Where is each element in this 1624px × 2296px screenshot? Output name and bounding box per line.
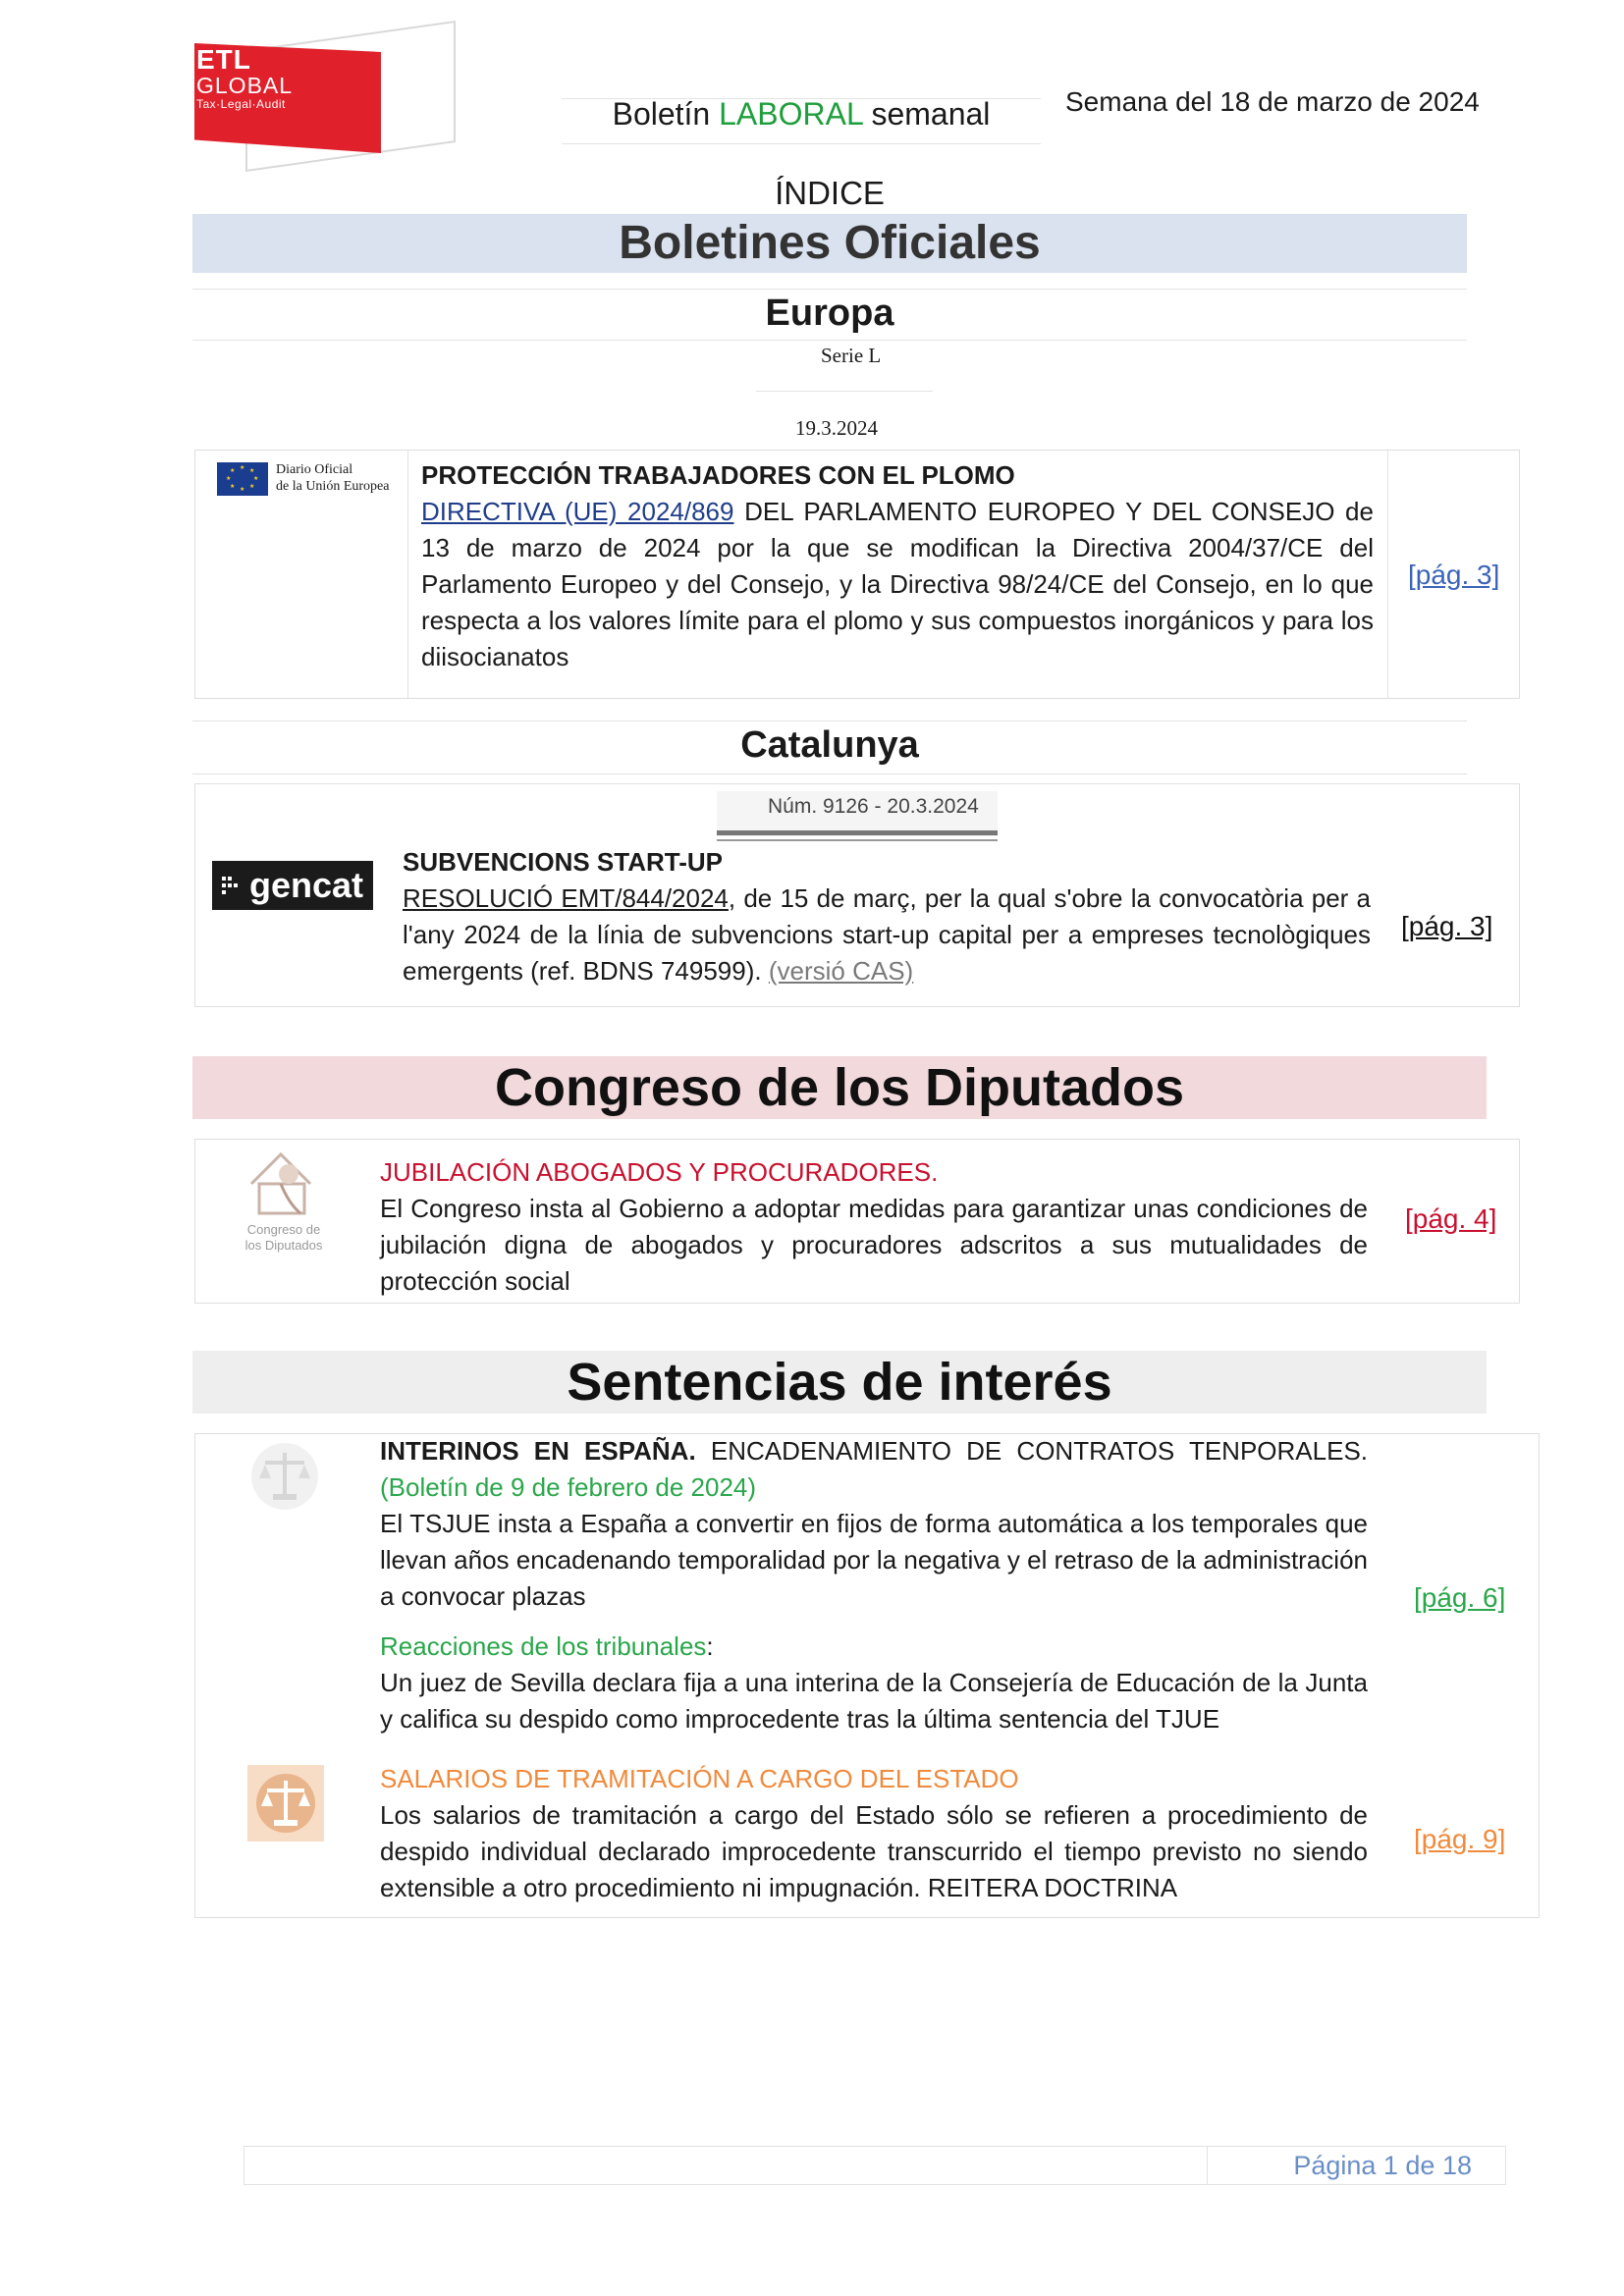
week-label: Semana del 18 de marzo de 2024 [1065,86,1480,117]
europa-date: 19.3.2024 [795,416,878,440]
europa-page-link[interactable]: [pág. 3] [1408,560,1500,590]
index-heading: ÍNDICE [775,175,885,211]
salarios-title: SALARIOS DE TRAMITACIÓN A CARGO DEL ESTADO [380,1764,1019,1793]
page-number: Página 1 de 18 [1293,2151,1472,2180]
section-congreso: Congreso de los Diputados [192,1056,1487,1119]
resolucio-link[interactable]: RESOLUCIÓ EMT/844/2024 [403,883,729,913]
page-footer [244,2146,1506,2185]
logo-etl-text: ETL [196,44,251,75]
europa-entry-title: PROTECCIÓN TRABAJADORES CON EL PLOMO [421,460,1015,490]
congreso-entry-title: JUBILACIÓN ABOGADOS Y PROCURADORES. [380,1157,939,1187]
interinos-text: El TSJUE insta a España a convertir en fijos de forma automática a los temporales que llevan años encadenando temporalidad por la negativa y el retraso de la administración a convocar plazas [380,1509,1368,1611]
salarios-page-link[interactable]: [pág. 9] [1414,1824,1506,1854]
scales-justice-icon [247,1439,322,1514]
reacciones-text: Un juez de Sevilla declara fija a una interina de la Consejería de Educación de la Junta y califica su despido como improcedente tras la última sentencia del TJUE [380,1668,1368,1734]
interinos-entry: INTERINOS EN ESPAÑA. ENCADENAMIENTO DE CONTRATOS TENPORALES. (Boletín de 9 de febrero de 2024) El TSJUE insta a España a convertir en fijos de forma automática a los temporales que llevan años encadenando temporalidad por la negativa y el retraso de la administración a convocar plazas Reacciones de los tribunales: Un juez de Sevilla declara fija a una interina de la Consejería de Educación de la Junta y califica su despido como improcedente tras la última sentencia del TJUE [380,1433,1368,1737]
interinos-title: INTERINOS EN ESPAÑA. [380,1436,696,1466]
salarios-entry [380,1761,1368,1906]
logo-global-text: GLOBAL [196,73,294,99]
dogc-issue: Núm. 9126 - 20.3.2024 [768,795,979,818]
directiva-link[interactable]: DIRECTIVA (UE) 2024/869 [421,497,734,526]
scales-justice-orange-icon [247,1765,324,1842]
region-europa: Europa [765,293,894,334]
eu-journal-name: Diario Oficial de la Unión Europea [276,462,390,494]
congreso-entry-text: El Congreso insta al Gobierno a adoptar medidas para garantizar unas condiciones de jubilación digna de abogados y procuradores adscritos a sus mutualidades de protección social [380,1194,1368,1296]
interinos-page-link[interactable]: [pág. 6] [1414,1582,1506,1613]
interinos-ref: (Boletín de 9 de febrero de 2024) [380,1472,757,1502]
region-catalunya: Catalunya [740,724,919,766]
gencat-dots-icon [222,877,238,894]
serie-label: Serie L [821,344,882,367]
section-sentencias: Sentencias de interés [192,1351,1487,1414]
bulletin-title: Boletín LABORAL semanal [612,96,991,132]
congreso-page-link[interactable]: [pág. 4] [1405,1203,1497,1234]
gencat-logo: gencat [212,861,373,910]
catalunya-page-link[interactable]: [pág. 3] [1401,911,1493,941]
reacciones-label: Reacciones de los tribunales [380,1631,707,1661]
salarios-text: Los salarios de tramitación a cargo del Estado sólo se refieren a procedimiento de despido individual declarado improcedente transcurrido el tiempo previsto no siendo extensible a otro procedimiento ni impugnación. REITERA DOCTRINA [380,1800,1368,1902]
eu-flag-icon: ★ ★ ★ ★ ★ ★ ★ ★ [217,462,268,496]
section-boletines-oficiales: Boletines Oficiales [192,214,1467,273]
logo-tagline: Tax·Legal·Audit [196,96,286,111]
catalunya-entry: SUBVENCIONS START-UP RESOLUCIÓ EMT/844/2024, de 15 de març, per la qual s'obre la convocatòria per a l'any 2024 de la línia de subvencions start-up capital per a empreses tecnològiques emergents (ref. BDNS 749599). (versió CAS) [403,844,1371,989]
europa-entry: PROTECCIÓN TRABAJADORES CON EL PLOMO DIRECTIVA (UE) 2024/869 DEL PARLAMENTO EUROPEO Y DEL CONSEJO de 13 de marzo de 2024 por la que se modifican la Directiva 2004/37/CE del Parlamento Europeo y del Consejo, y la Directiva 98/24/CE del Consejo, en lo que respecta a los valores límite para el plomo y sus compuestos inorgánicos y para los diisocianatos [421,457,1374,675]
version-cas-link[interactable]: (versió CAS) [768,956,914,986]
congreso-entry [380,1154,1368,1300]
catalunya-entry-title: SUBVENCIONS START-UP [403,847,723,877]
